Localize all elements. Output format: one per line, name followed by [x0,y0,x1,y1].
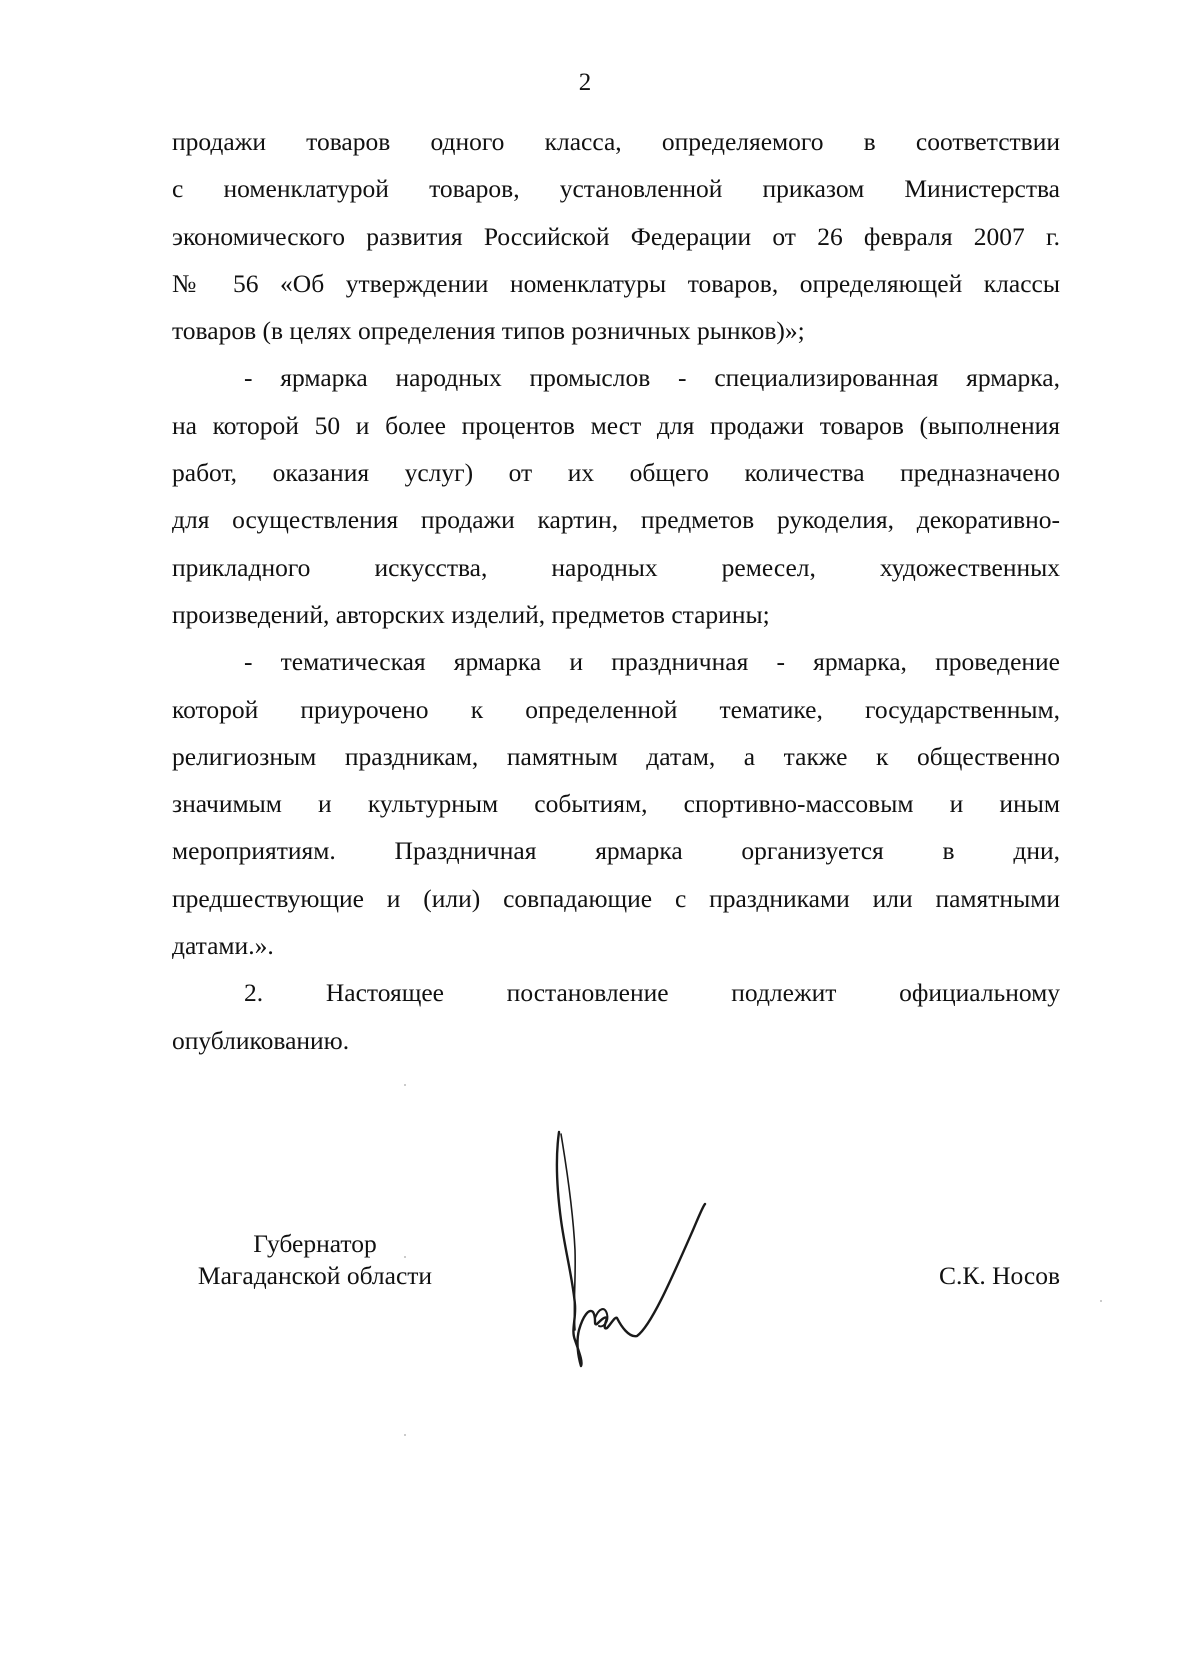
text-line: работ, оказания услуг) от их общего количества предназначено [172,458,1060,488]
text-line: с номенклатурой товаров, установленной приказом Министерства [172,174,1060,204]
text-line: - ярмарка народных промыслов - специализированная ярмарка, [244,363,1060,393]
text-line: религиозным праздникам, памятным датам, а также к общественно [172,741,1060,771]
text-line: предшествующие и (или) совпадающие с праздниками или памятными [172,883,1060,913]
scan-speck [404,1084,406,1086]
text-line: товаров (в целях определения типов розничных рынков)»; [172,316,805,346]
text-line: № 56 «Об утверждении номенклатуры товаров, определяющей классы [172,268,1060,298]
text-line: датами.». [172,931,274,961]
page-number: 2 [578,69,592,96]
text-line: - тематическая ярмарка и праздничная - ярмарка, проведение [244,647,1060,677]
text-line: прикладного искусства, народных ремесел, художественных [172,552,1060,582]
scan-speck [404,1434,406,1436]
text-line: произведений, авторских изделий, предметов старины; [172,599,770,629]
text-line: значимым и культурным событиям, спортивно-массовым и иным [172,789,1060,819]
scan-speck [1100,1300,1102,1302]
text-line: 2. Настоящее постановление подлежит официальному [244,978,1060,1008]
signatory-position [180,1228,450,1292]
text-line: экономического развития Российской Федерации от 26 февраля 2007 г. [172,221,1060,251]
text-line: которой приурочено к определенной тематике, государственным, [172,694,1060,724]
text-line: мероприятиям. Праздничная ярмарка организуется в дни, [172,836,1060,866]
text-line: опубликованию. [172,1025,350,1055]
signatory-position-line: Магаданской области [197,1261,433,1290]
text-line: на которой 50 и более процентов мест для продажи товаров (выполнения [172,410,1060,440]
scan-speck [404,1256,406,1258]
signature-block [180,1228,1060,1388]
paragraph-continuation [172,118,1060,354]
document-body [172,118,1060,1064]
paragraph-thematic-fair [172,638,1060,969]
text-line: для осуществления продажи картин, предметов рукоделия, декоративно- [172,505,1060,535]
paragraph-folk-crafts-fair [172,354,1060,638]
paragraph-publication-clause [172,969,1060,1064]
signatory-name: С.К. Носов [938,1261,1060,1290]
text-line: продажи товаров одного класса, определяемого в соответствии [172,127,1060,156]
signatory-position-line: Губернатор [253,1229,377,1258]
